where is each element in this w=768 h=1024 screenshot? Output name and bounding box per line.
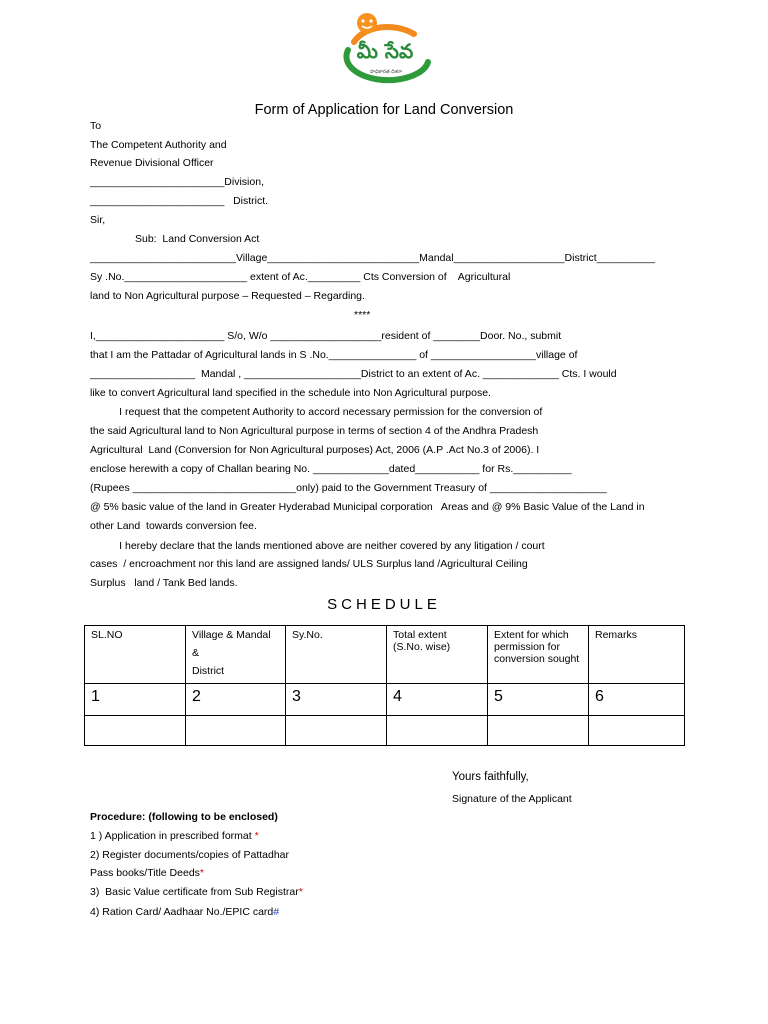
body-line: I hereby declare that the lands mentioned above are neither covered by any litigation / court [90,540,545,552]
required-mark: * [298,886,303,898]
empty-cell [589,716,685,746]
body-line: I,______________________ S/o, W/o ___________________resident of ________Door. No., submit [90,330,562,342]
body-line: cases / encroachment nor this land are assigned lands/ ULS Surplus land /Agricultural Ceiling [90,558,528,570]
col-header-extent-sought [488,626,589,684]
col-header-slno: SL.NO [85,626,186,684]
col-number: 3 [286,684,387,716]
schedule-heading: SCHEDULE [327,596,441,613]
empty-cell [387,716,488,746]
header-text: Village & Mandal [192,629,271,641]
schedule-empty-row [85,716,685,746]
header-text: permission for [494,641,560,653]
procedure-item-4: 4) Ration Card/ Aadhaar No./EPIC card# [90,906,280,918]
subject-heading: Sub: Land Conversion Act [135,233,260,245]
col-number: 6 [589,684,685,716]
body-line: that I am the Pattadar of Agricultural lands in S .No._______________ of __________________village of [90,349,578,361]
body-line: the said Agricultural land to Non Agricultural purpose in terms of section 4 of the Andhra Pradesh [90,425,539,437]
required-mark: * [199,867,205,879]
col-header-remarks: Remarks [589,626,685,684]
schedule-table [84,625,685,746]
schedule-number-row [85,684,685,716]
col-number: 4 [387,684,488,716]
subject-line-2: Sy .No._____________________ extent of Ac._________ Cts Conversion of Agricultural [90,271,511,283]
empty-cell [286,716,387,746]
closing-yours-faithfully: Yours faithfully, [452,771,529,783]
address-line-1: The Competent Authority and [90,139,227,151]
required-mark: * [254,830,259,842]
subject-line-3: land to Non Agricultural purpose – Requested – Regarding. [90,290,365,302]
salutation: Sir, [90,214,106,226]
page-title: Form of Application for Land Conversion [254,102,514,118]
procedure-heading: Procedure: (following to be enclosed) [90,811,278,823]
logo-text: మీ సేవ [356,39,414,63]
mee-seva-logo [334,12,434,88]
body-line: __________________ Mandal , ____________________District to an extent of Ac. _____________ Cts. I would [90,368,617,380]
procedure-item-2a: 2) Register documents/copies of Pattadhar [90,849,290,861]
empty-cell [186,716,286,746]
closing-signature: Signature of the Applicant [452,793,572,805]
procedure-item-3: 3) Basic Value certificate from Sub Registrar* [90,886,303,898]
body-line: other Land towards conversion fee. [90,520,257,532]
header-text: conversion sought [494,653,580,665]
hash-mark: # [273,906,280,918]
body-line: Surplus land / Tank Bed lands. [90,577,238,589]
col-header-syno: Sy.No. [286,626,387,684]
subject-stars: **** [354,309,371,321]
address-to: To [90,120,102,132]
col-number: 1 [85,684,186,716]
col-header-total-extent [387,626,488,684]
address-line-2: Revenue Divisional Officer [90,157,214,169]
body-line: I request that the competent Authority to accord necessary permission for the conversion of [90,406,543,418]
body-line: enclose herewith a copy of Challan bearing No. _____________dated___________ for Rs.__________ [90,463,572,475]
header-text: (S.No. wise) [393,641,451,653]
body-line: Agricultural Land (Conversion for Non Agricultural purposes) Act, 2006 (A.P .Act No.3 of 2006). I [90,444,540,456]
body-line: @ 5% basic value of the land in Greater Hyderabad Municipal corporation Areas and @ 9% Basic Value of the Land in [90,501,645,513]
subject-line-1: _________________________Village__________________________Mandal___________________District__________ [90,252,656,264]
header-text: Total extent [393,629,447,641]
empty-cell [488,716,589,746]
schedule-header-row [85,626,685,684]
logo-tagline: సాధికారత దిశగా [369,69,403,75]
address-line-4: _______________________ District. [90,195,269,207]
header-text: Extent for which [494,629,569,641]
body-line: like to convert Agricultural land specified in the schedule into Non Agricultural purpose. [90,387,491,399]
header-text: District [192,665,225,677]
address-line-3: _______________________Division, [90,176,264,188]
col-number: 2 [186,684,286,716]
col-header-village [186,626,286,684]
procedure-item-1: 1 ) Application in prescribed format * [90,830,259,842]
empty-cell [85,716,186,746]
body-line: (Rupees ____________________________only) paid to the Government Treasury of ____________________ [90,482,607,494]
procedure-item-2b: Pass books/Title Deeds* [90,867,205,879]
col-number: 5 [488,684,589,716]
header-text: & [192,647,200,659]
